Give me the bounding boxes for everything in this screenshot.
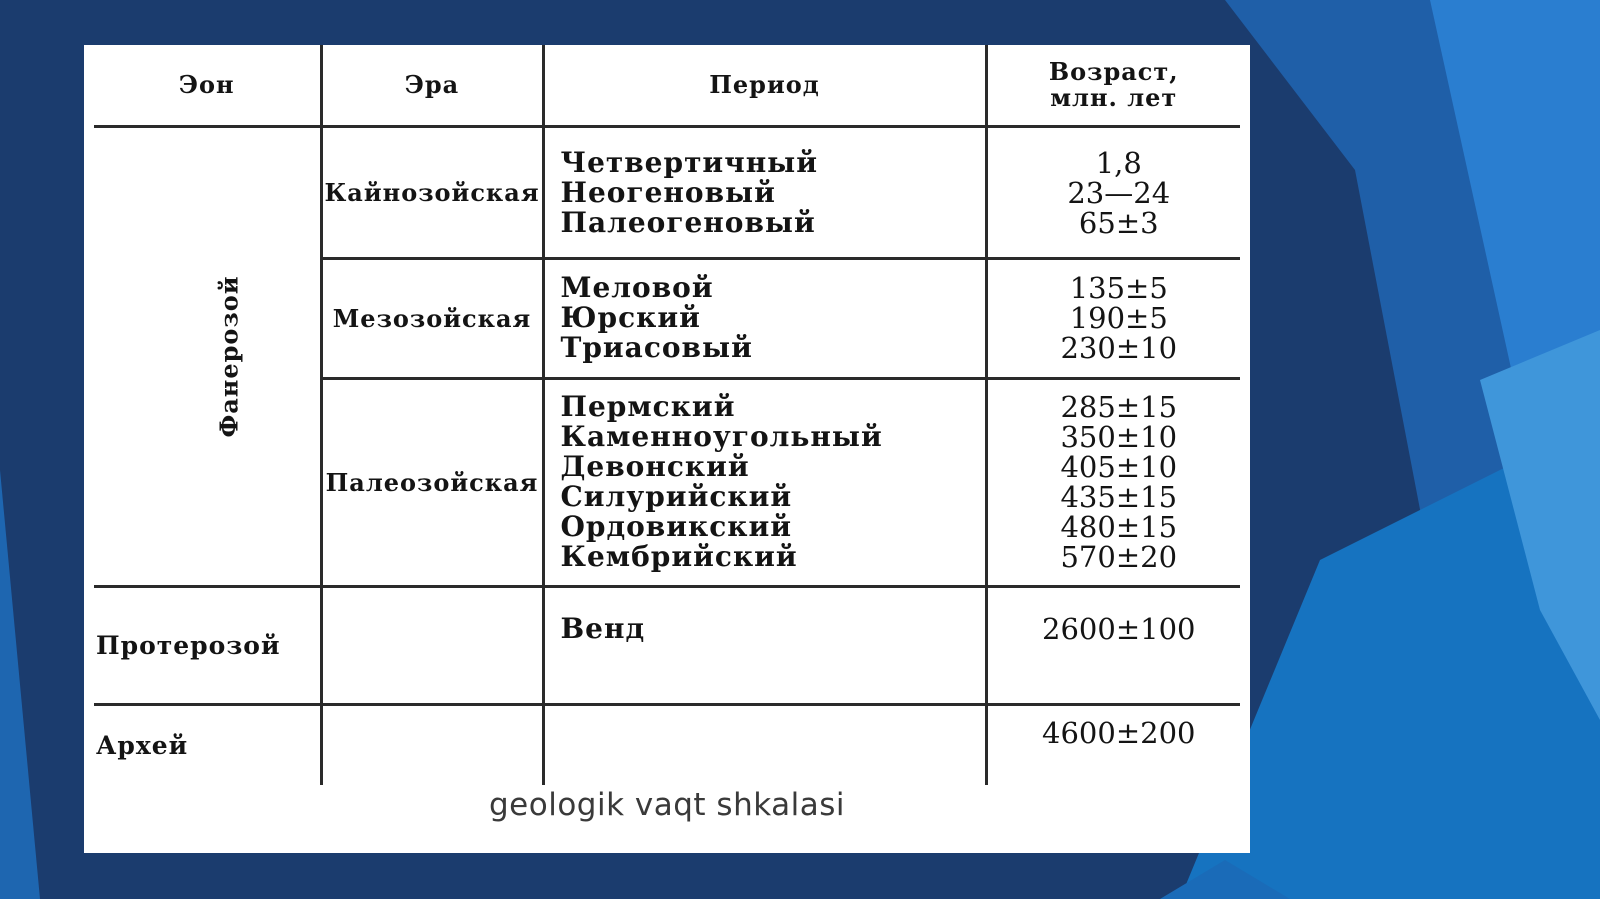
period-age: 285±15 (1060, 390, 1178, 425)
period-name: Ордовикский (560, 510, 793, 544)
periods-paleozoic (543, 378, 986, 586)
ages-mesozoic (986, 259, 1240, 378)
eon-phanerozoic: Фанерозой (214, 275, 244, 438)
period-archean-empty (543, 705, 986, 785)
period-age: 230±10 (1060, 331, 1178, 366)
period-age: 1,8 (1095, 145, 1142, 180)
header-age-line2: млн. лет (1050, 83, 1178, 112)
eon-proterozoic: Протерозой (94, 587, 321, 705)
period-age: 65±3 (1078, 205, 1159, 240)
era-archean-empty (321, 705, 543, 785)
period-age: 570±20 (1060, 540, 1178, 575)
age-archean: 4600±200 (986, 705, 1240, 785)
slide-card (84, 45, 1250, 853)
header-age-line1: Возраст, (1048, 57, 1179, 86)
period-name: Кембрийский (560, 540, 798, 574)
era-proterozoic-empty (321, 587, 543, 705)
ages-cenozoic (986, 127, 1240, 259)
period-name: Меловой (560, 271, 714, 305)
period-age: 135±5 (1069, 271, 1168, 306)
period-name: Палеогеновый (560, 205, 816, 239)
period-name: Юрский (560, 301, 701, 335)
table-row-archean (94, 705, 1240, 785)
table-header-row (94, 45, 1240, 127)
era-paleozoic: Палеозойская (321, 378, 543, 586)
periods-mesozoic (543, 259, 986, 378)
periods-cenozoic (543, 127, 986, 259)
period-name: Четвертичный (560, 145, 819, 179)
header-period: Период (543, 45, 986, 127)
period-name: Девонский (560, 450, 750, 484)
period-vend: Венд (543, 587, 986, 705)
period-age: 23—24 (1067, 175, 1171, 210)
header-eon: Эон (94, 45, 321, 127)
period-age: 435±15 (1060, 480, 1178, 515)
table-row-proterozoic (94, 587, 1240, 705)
period-age: 405±10 (1060, 450, 1178, 485)
era-mesozoic: Мезозойская (321, 259, 543, 378)
ages-paleozoic (986, 378, 1240, 586)
slide-caption: geologik vaqt shkalasi (489, 787, 845, 823)
table-row-cenozoic (94, 127, 1240, 259)
period-name: Пермский (560, 390, 736, 424)
header-age (986, 45, 1240, 127)
age-vend: 2600±100 (986, 587, 1240, 705)
period-name: Каменноугольный (560, 420, 883, 454)
period-age: 350±10 (1060, 420, 1178, 455)
period-name: Силурийский (560, 480, 793, 514)
geologic-time-table (94, 45, 1240, 785)
period-name: Неогеновый (560, 175, 776, 209)
period-name: Триасовый (560, 331, 753, 365)
eon-phanerozoic-cell (94, 127, 321, 587)
header-era: Эра (321, 45, 543, 127)
era-cenozoic: Кайнозойская (321, 127, 543, 259)
period-age: 190±5 (1069, 301, 1168, 336)
eon-archean: Архей (96, 731, 189, 761)
period-age: 480±15 (1060, 510, 1178, 545)
